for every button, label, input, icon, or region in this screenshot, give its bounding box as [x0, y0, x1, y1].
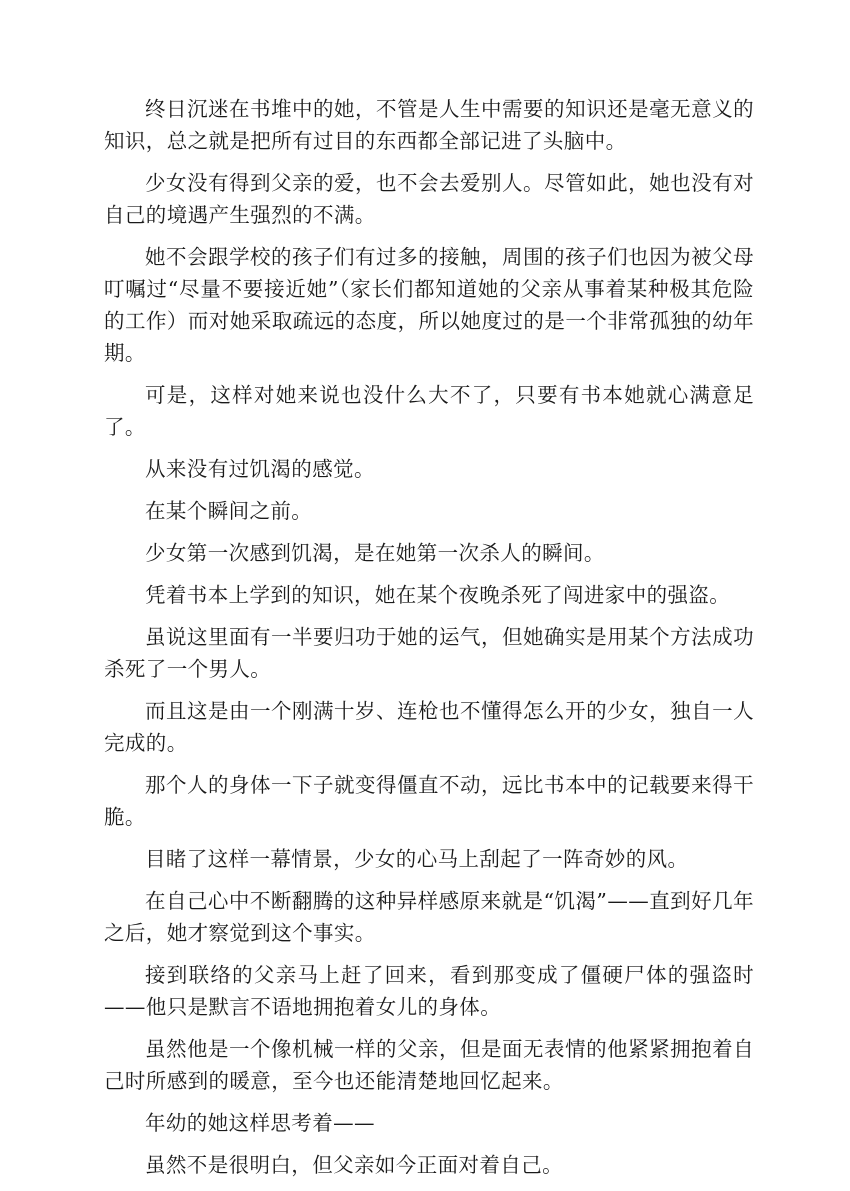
paragraph-8: 凭着书本上学到的知识，她在某个夜晚杀死了闯进家中的强盗。: [145, 583, 731, 607]
paragraph-10: 而且这是由一个刚满十岁、连枪也不懂得怎么开的少女，独自一人完成的。: [104, 699, 754, 755]
paragraph-9: 虽说这里面有一半要归功于她的运气，但她确实是用某个方法成功杀死了一个男人。: [104, 625, 754, 681]
paragraph-15: 虽然他是一个像机械一样的父亲，但是面无表情的他紧紧拥抱着自己时所感到的暖意，至今也还能清楚地回忆起来。: [104, 1037, 754, 1093]
paragraph-11: 那个人的身体一下子就变得僵直不动，远比书本中的记载要来得干脆。: [104, 773, 754, 829]
paragraph-5: 从来没有过饥渴的感觉。: [145, 457, 375, 481]
paragraph-3: 她不会跟学校的孩子们有过多的接触，周围的孩子们也因为被父母叮嘱过“尽量不要接近她”（家长们都知道她的父亲从事着某种极其危险的工作）而对她采取疏远的态度，所以她度过的是一个非常孤独的幼年期。: [104, 245, 754, 365]
paragraph-17: 虽然不是很明白，但父亲如今正面对着自己。: [145, 1153, 563, 1177]
document-page: [104, 93, 754, 1191]
paragraph-2: 少女没有得到父亲的爱，也不会去爱别人。尽管如此，她也没有对自己的境遇产生强烈的不满。: [104, 171, 754, 227]
paragraph-13: 在自己心中不断翻腾的这种异样感原来就是“饥渴”——直到好几年之后，她才察觉到这个事实。: [104, 889, 754, 945]
paragraph-4: 可是，这样对她来说也没什么大不了，只要有书本她就心满意足了。: [104, 383, 754, 439]
paragraph-16: 年幼的她这样思考着——: [145, 1111, 375, 1135]
paragraph-12: 目睹了这样一幕情景，少女的心马上刮起了一阵奇妙的风。: [145, 847, 689, 871]
paragraph-7: 少女第一次感到饥渴，是在她第一次杀人的瞬间。: [145, 541, 605, 565]
paragraph-14: 接到联络的父亲马上赶了回来，看到那变成了僵硬尸体的强盗时——他只是默言不语地拥抱着女儿的身体。: [104, 963, 754, 1019]
paragraph-6: 在某个瞬间之前。: [145, 499, 313, 523]
paragraph-1: 终日沉迷在书堆中的她，不管是人生中需要的知识还是毫无意义的知识，总之就是把所有过目的东西都全部记进了头脑中。: [104, 97, 754, 153]
